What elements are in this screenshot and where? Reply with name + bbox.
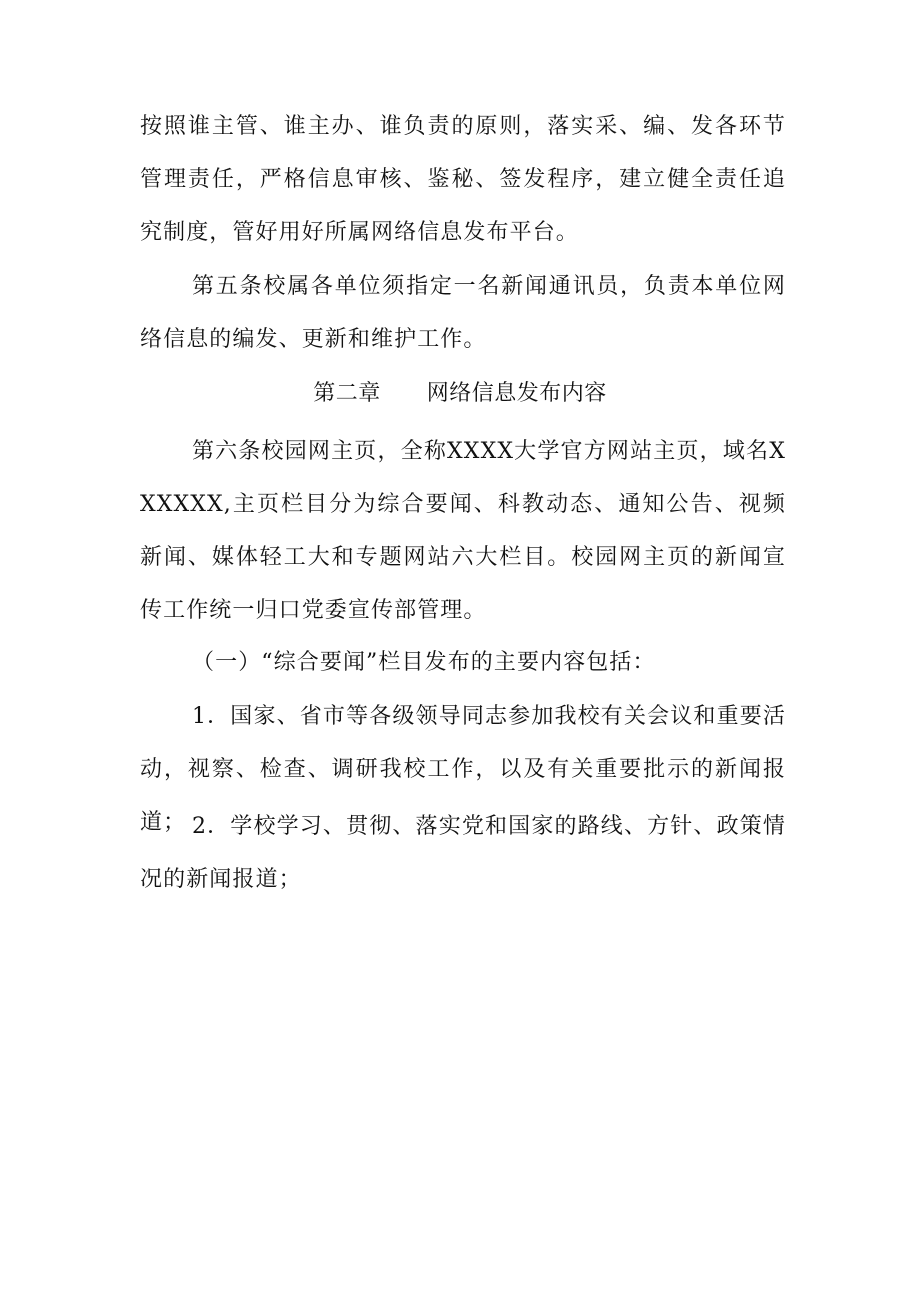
paragraph-article-6: 第六条校园网主页，全称XXXX大学官方网站主页，域名XXXXXX,主页栏目分为综合要闻、科教动态、通知公告、视频新闻、媒体轻工大和专题网站六大栏目。校园网主页的新闻宣传工作统一归口党委宣传部管理。 [140,439,786,623]
paragraph-section-1-heading: （一）“综合要闻”栏目发布的主要内容包括： [192,650,656,675]
chapter-number: 第二章 [313,381,381,406]
paragraph-article-5: 第五条校属各单位须指定一名新闻通讯员，负责本单位网络信息的编发、更新和维护工作。 [140,274,786,352]
chapter-title: 网络信息发布内容 [426,381,607,406]
paragraph-item-2: 2．学校学习、贯彻、落实党和国家的路线、方针、政策情况的新闻报道； [140,814,786,892]
paragraph-responsibility-principle: 按照谁主管、谁主办、谁负责的原则，落实采、编、发各环节管理责任，严格信息审核、鉴秘、签发程序，建立健全责任追究制度，管好用好所属网络信息发布平台。 [140,114,786,245]
chapter-heading [0,372,920,416]
paragraph-item-1: 1．国家、省市等各级领导同志参加我校有关会议和重要活动，视察、检查、调研我校工作，以及有关重要批示的新闻报道； [140,704,786,835]
